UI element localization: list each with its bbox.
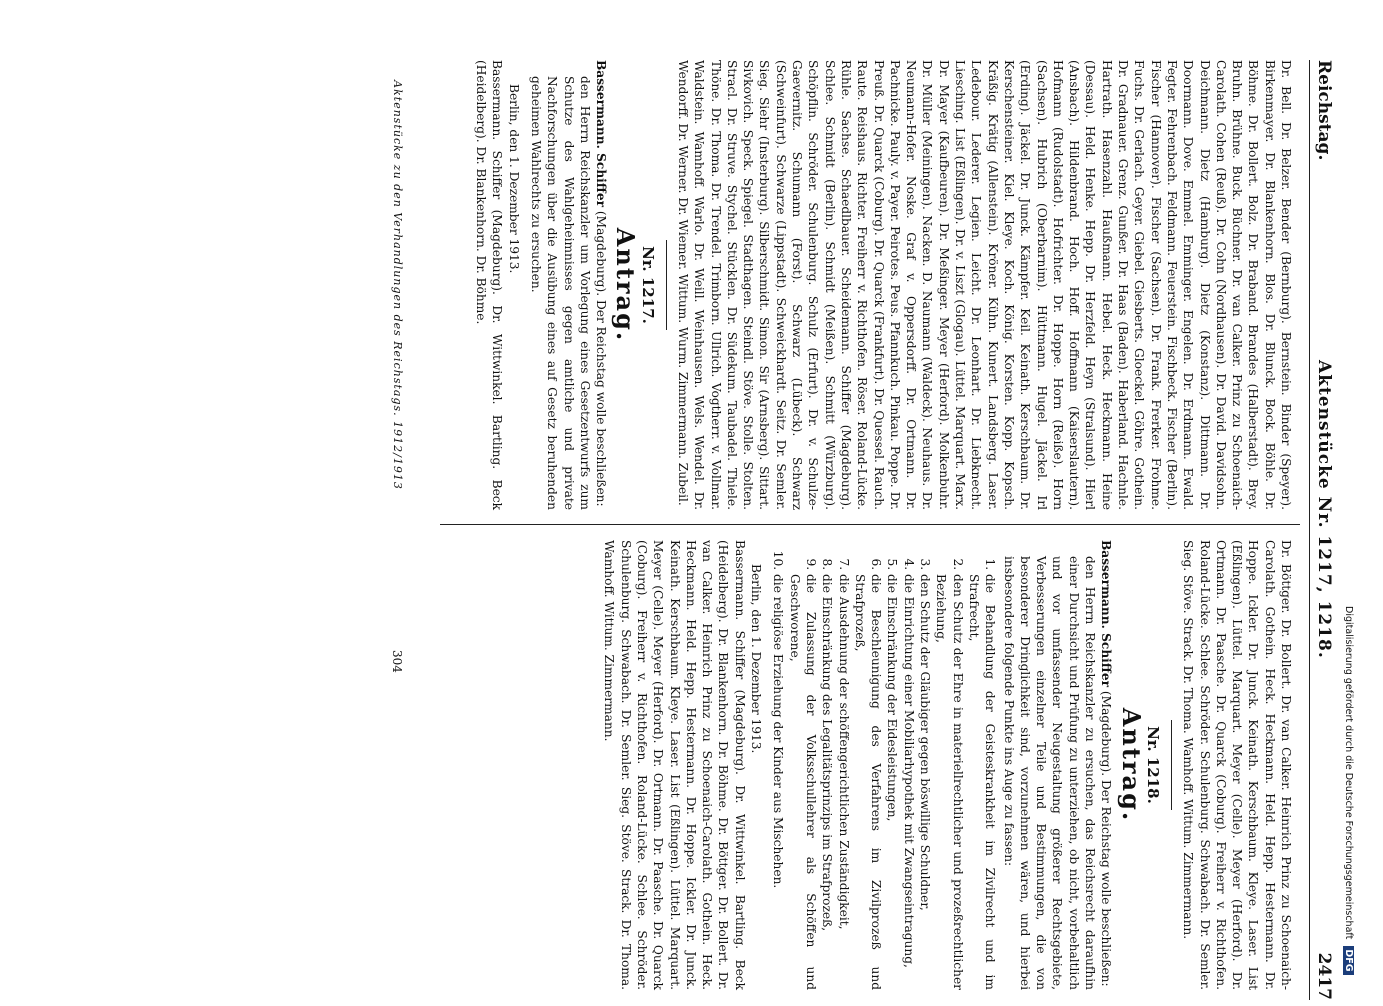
left-name-list: Dr. Bell. Dr. Belzer. Bender (Bernburg). Bernstein. Binder (Speyer). Birkenmayer. Dr. Blankenhorn. Blos. Dr. Blunck. Bock. Böhle. Dr. Böhme. Dr. Bollert. Bolz. Dr. Braband. Brandes (Halberstadt). Brey. Bruhn. Brühne. Buck. Büchner. Dr. van Calker. Prinz zu Schoenaich-Carolath. Cohen (Reuß). Dr. Cohn (Nordhausen). Dr. David. Davidsohn. Deichmann. Dietz (Hamburg). Dietz (Konstanz). Dittmann. Dr. Doormann. Dove. Emmel. Emminger. Engelen. Dr. Erdmann. Ewald. Fegter. Fehrenbach. Feldmann. Feuerstein. Fischbeck. Fischer (Berlin). Fischer (Hannover). Fischer (Sachsen). Dr. Frank. Frerker. Frohme. Fuchs. Dr. Gerlach. Geyer. Giebel. Giesberts. Gloeckel. Göhre. Gothein. Dr. Gradnauer. Grenz. Gunßer. Dr. Haas (Baden). Haberland. Hachnle. Hartrath. Hasenzahl. Haußmann. Hebel. Heck. Heckmann. Heine (Dessau). Held. Henke. Hepp. Dr. Herzfeld. Heyn (Stralsund). Hierl (Ansbach). Hildenbrand. Hoch. Hoff. Hoffmann (Kaiserslautern). Hofmann (Rudolstadt). Hofrichter. Dr. Hoppe. Horn (Reiße). Horn (Sachsen). Hubrich (Oberbarnim). Hüttmann. Hugel. Jäckel. Irl (Erding). Jäckel. Dr. Junck. Kämpfer. Keil. Keinath. Kerschbaum. Dr. Kerschensteiner. Kiel. Kleye. Koch. König. Korsten. Kopp. Kopsch. Kräßig. Krätig (Allenstein). Kröner. Kühn. Kunert. Landsberg. Laser. Ledebour. Lederer. Legien. Leicht. Dr. Leonhart. Dr. Liebknecht. Liesching. List (Eßlingen). Dr. v. Liszt (Glogau). Lüttel. Marquart. Marx. Dr. Mayer (Kaufbeuren). Dr. Meßinger. Meyer (Herford). Molkenbuhr. Dr. Müller (Meiningen). Nacken. D. Naumann (Waldeck). Neuhaus. Dr. Neumann-Hofer. Noske. Graf v. Oppersdorff. Dr. Ortmann. Dr. Pachnicke. Pauly. v. Payer. Peirotes. Peus. Pfannkuch. Pinkau. Poppe. Dr. Preuß. Dr. Quarck (Coburg). Dr. Quarck (Frankfurt). Dr. Quessel. Rauch. Raute. Reishaus. Richter. Freiherr v. Richthofen. Röser. Roland-Lücke. Rühle. Sachse. Schaedlbauer. Scheidemann. Schiffer (Magdeburg). Schlee. Schmidt (Berlin). Schmidt (Meißen). Schmitt (Würzburg). Schöpflin. Schröder. Schulenburg. Schulz (Erfurt). Dr. v. Schulze-Gaevernitz. Schumann (Forst). Schwarz (Lübeck). Schwarz (Schweinfurt). Schwarze (Lippstadt). Schweickhardt. Seitz. Dr. Semler. Sieg. Siehr (Insterburg). Silberschmidt. Simon. Sir (Arnsberg). Sittart. Sivkovich. Speck. Spiegel. Stadthagen. Steindl. Stöve. Stolle. Stolten. Stracl. Dr. Struve. Stychel. Stücklen. Dr. Südekum. Taubadel. Thiele. Thöne. Dr. Thoma. Dr. Trendel. Trimborn. Ullrich. Vogtherr. v. Vollmar. Waldstein. Wamhoff. Warlo. Dr. Weill. Weinhausen. Wels. Wendel. Dr. Wendorff. Dr. Werner. Dr. Wiemer. Wittum. Wurm. Zimmermann. Zubeil. bbox=[676, 60, 1293, 510]
document-number-1218: Nr. 1218. bbox=[1143, 726, 1162, 804]
date-1217: Berlin, den 1. Dezember 1913. bbox=[506, 84, 521, 274]
document-page bbox=[84, 60, 1334, 1000]
motion-point: 4. die Einrichtung einer Mobiliarhypothek mit Zwangseintragung, bbox=[900, 574, 916, 990]
antrag-title-1217: Antrag. bbox=[611, 227, 641, 343]
motion-point: 3. den Schutz der Gläubiger gegen böswillige Schuldner, bbox=[917, 574, 933, 990]
motion-point: 8. die Einschränkung des Legalitätsprinzips im Strafprozeß, bbox=[819, 574, 835, 990]
intro-1218 bbox=[1098, 540, 1114, 990]
motion-body-1217: den Herrn Reichskanzler um Vorlegung eines Gesetzentwurfs zum Schutze des Wahlgeheimnisses gegen amtliche und private Nachforschungen über die Ausübung eines auf Gesetz beruhenden geheimen Wahlrechts zu ersuchen. bbox=[528, 76, 592, 510]
right-name-list: Dr. Böttger. Dr. Bollert. Dr. van Calker. Heinrich Prinz zu Schoenaich-Carolath. Gothein. Heck. Heckmann. Held. Hepp. Hestermann. Dr. Hoppe. Ickler. Dr. Junck. Keinath. Kerschbaum. Kleye. Laser. List (Eßlingen). Lüttel. Marquart. Meyer (Celle). Meyer (Herford). Dr. Ortmann. Dr. Paasche. Dr. Quarck (Coburg). Freiherr v. Richthofen. Roland-Lücke. Schlee. Schröder. Schulenburg. Schwabach. Dr. Semler. Sieg. Stöve. Strack. Dr. Thoma. Wamhoff. Wittum. Zimmermann. bbox=[1181, 540, 1293, 990]
header-left: Reichstag. bbox=[1314, 60, 1334, 161]
header-rule bbox=[1309, 60, 1310, 1000]
signers-1217: Bassermann. Schiffer (Magdeburg). Dr. Wittwinkel. Bartling. Beck (Heidelberg). Dr. Blankenhorn. Dr. Böhme. bbox=[474, 60, 505, 510]
motion-point: 2. den Schutz der Ehre in materiellrechtlicher und prozeßrechtlicher Beziehung, bbox=[933, 574, 966, 990]
motion-body-1218: den Herrn Reichskanzler zu ersuchen, das Reichsrecht daraufhin einer Durchsicht und Prüfung zu unterziehen, ob nicht, vorbehaltlich und vor umfassender Neugestaltung größerer Rechtsgebiete, Verbesserungen einzelner Teile und Bestimmungen, die von besonderer Dringlichkeit sind, vorzunehmen wären, und hierbei insbesondere folgende Punkte ins Auge zu fassen: bbox=[1001, 556, 1098, 990]
intro-rest-1217: (Magdeburg). Der Reichstag wolle beschließen: bbox=[594, 210, 609, 507]
intro-1217 bbox=[593, 60, 609, 510]
page-header bbox=[1312, 60, 1334, 1000]
column-divider bbox=[440, 524, 1300, 525]
footer-page-number: 304 bbox=[390, 650, 404, 673]
intro-name-1218: Bassermann. Schiffer bbox=[1099, 540, 1114, 687]
digitization-note bbox=[1336, 606, 1354, 1006]
date-1218: Berlin, den 1. Dezember 1913. bbox=[749, 564, 764, 754]
motion-point: 7. die Ausdehnung der schöffengerichtlichen Zuständigkeit, bbox=[835, 574, 851, 990]
section-rule bbox=[666, 240, 667, 330]
motion-point: 6. die Beschleunigung des Verfahrens im Zivilprozeß und Strafprozeß, bbox=[852, 574, 885, 990]
section-rule bbox=[1171, 720, 1172, 810]
signers-1218: Bassermann. Schiffer (Magdeburg). Dr. Wittwinkel. Bartling. Beck (Heidelberg). Dr. Blankenhorn. Dr. Böhme. Dr. Böttger. Dr. Bollert. Dr. van Calker. Heinrich Prinz zu Schoenaich-Carolath. Gothein. Heck. Heckmann. Held. Hepp. Hestermann. Dr. Hoppe. Ickler. Dr. Junck. Keinath. Kerschbaum. Kleye. Laser. List (Eßlingen). Lüttel. Marquart. Meyer (Celle). Meyer (Herford). Dr. Ortmann. Dr. Paasche. Dr. Quarck (Coburg). Freiherr v. Richthofen. Roland-Lücke. Schlee. Schröder. Schulenburg. Schwabach. Dr. Semler. Sieg. Stöve. Strack. Dr. Thoma. Wamhoff. Wittum. Zimmermann. bbox=[602, 540, 747, 990]
header-title: Aktenstücke Nr. 1217, 1218. bbox=[1314, 360, 1334, 659]
right-column bbox=[601, 540, 1294, 990]
footer-source: Aktenstücke zu den Verhandlungen des Reichstags. 1912/1913 bbox=[391, 80, 404, 490]
header-page-number: 2417 bbox=[1314, 952, 1334, 1000]
document-number-1217: Nr. 1217. bbox=[638, 246, 657, 324]
antrag-title-1218: Antrag. bbox=[1116, 707, 1146, 823]
left-column bbox=[473, 60, 1294, 510]
motion-point: 9. die Zulassung der Volksschullehrer als Schöffen und Geschworene, bbox=[786, 574, 819, 990]
intro-name-1217: Bassermann. Schiffer bbox=[594, 60, 609, 207]
motion-points-list bbox=[770, 540, 998, 990]
motion-point: 10. die religiöse Erziehung der Kinder aus Mischehen. bbox=[770, 574, 786, 990]
motion-point: 5. die Einschränkung der Eidesleistungen, bbox=[884, 574, 900, 990]
intro-rest-1218: (Magdeburg). Der Reichstag wolle beschließen: bbox=[1099, 690, 1114, 987]
motion-point: 1. die Behandlung der Geisteskrankheit im Zivilrecht und im Strafrecht, bbox=[966, 574, 999, 990]
digitization-text: Digitalisierung gefördert durch die Deutsche Forschungsgemeinschaft bbox=[1343, 606, 1354, 940]
dfg-logo: DFG bbox=[1343, 946, 1354, 974]
